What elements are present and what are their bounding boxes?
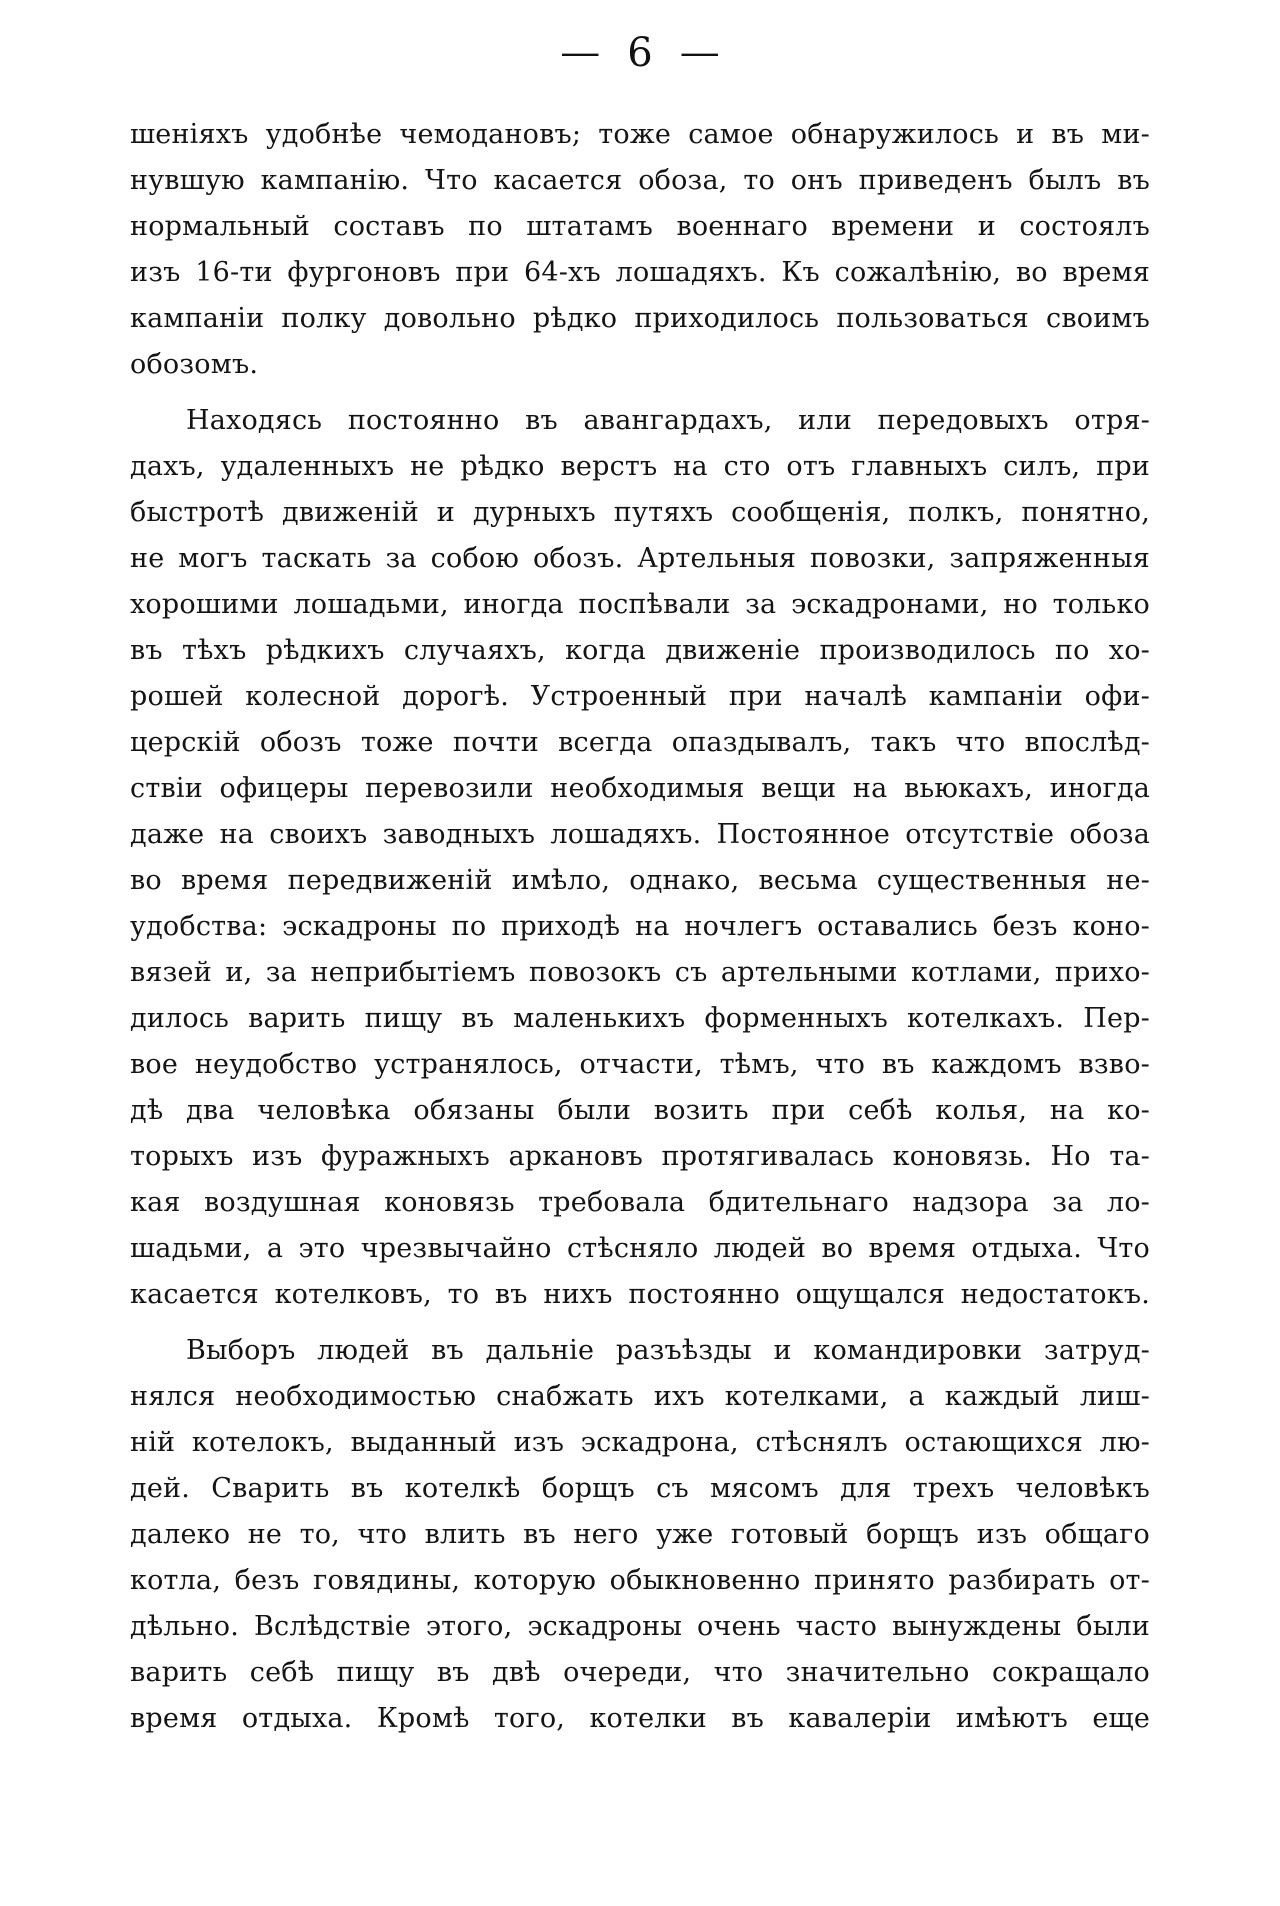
text-line: ній котелокъ, выданный изъ эскадрона, стѣснялъ остающихся лю- xyxy=(130,1427,1150,1458)
text-line: шадьми, а это чрезвычайно стѣсняло людей во время отдыха. Что xyxy=(130,1233,1150,1264)
text-line: Находясь постоянно въ авангардахъ, или передовыхъ отря- xyxy=(186,405,1150,436)
page-text xyxy=(130,112,1150,1742)
text-line: не могъ таскать за собою обозъ. Артельныя повозки, запряженныя xyxy=(130,543,1150,574)
page-number: 6 xyxy=(627,30,653,76)
text-line: дѣ два человѣка обязаны были возить при себѣ колья, на ко- xyxy=(130,1095,1150,1126)
text-line: дей. Сварить въ котелкѣ борщъ съ мясомъ для трехъ человѣкъ xyxy=(130,1473,1150,1504)
text-line: дилось варить пищу въ маленькихъ форменныхъ котелкахъ. Пер- xyxy=(130,1003,1150,1034)
text-line: дѣльно. Вслѣдствіе этого, эскадроны очень часто вынуждены были xyxy=(130,1611,1150,1642)
text-line: вязей и, за неприбытіемъ повозокъ съ артельными котлами, прихо- xyxy=(130,957,1150,988)
text-line: церскій обозъ тоже почти всегда опаздывалъ, такъ что впослѣд- xyxy=(130,727,1150,758)
text-line: во время передвиженій имѣло, однако, весьма существенныя не- xyxy=(130,865,1150,896)
text-line: нормальный составъ по штатамъ военнаго времени и состоялъ xyxy=(130,211,1150,242)
paragraph-1 xyxy=(130,112,1150,388)
text-line: кампаніи полку довольно рѣдко приходилось пользоваться своимъ xyxy=(130,303,1150,334)
paragraph-2 xyxy=(130,398,1150,1318)
text-line: даже на своихъ заводныхъ лошадяхъ. Постоянное отсутствіе обоза xyxy=(130,819,1150,850)
text-line: дахъ, удаленныхъ не рѣдко верстъ на сто отъ главныхъ силъ, при xyxy=(130,451,1150,482)
text-line: время отдыха. Кромѣ того, котелки въ кавалеріи имѣютъ еще xyxy=(130,1703,1150,1734)
text-line: нялся необходимостью снабжать ихъ котелками, а каждый лиш- xyxy=(130,1381,1150,1412)
text-line: Выборъ людей въ дальніе разъѣзды и командировки затруд- xyxy=(186,1335,1150,1366)
text-line: быстротѣ движеній и дурныхъ путяхъ сообщенія, полкъ, понятно, xyxy=(130,497,1150,528)
text-line: изъ 16-ти фургоновъ при 64-хъ лошадяхъ. Къ сожалѣнію, во время xyxy=(130,257,1150,288)
text-line: шеніяхъ удобнѣе чемодановъ; тоже самое обнаружилось и въ ми- xyxy=(130,119,1150,150)
text-line: кая воздушная коновязь требовала бдительнаго надзора за ло- xyxy=(130,1187,1150,1218)
paragraph-3 xyxy=(130,1328,1150,1742)
text-line: въ тѣхъ рѣдкихъ случаяхъ, когда движеніе производилось по хо- xyxy=(130,635,1150,666)
text-line: варить себѣ пищу въ двѣ очереди, что значительно сокращало xyxy=(130,1657,1150,1688)
text-line: ствіи офицеры перевозили необходимыя вещи на вьюкахъ, иногда xyxy=(130,773,1150,804)
text-line: котла, безъ говядины, которую обыкновенно принято разбирать от- xyxy=(130,1565,1150,1596)
text-line: рошей колесной дорогѣ. Устроенный при началѣ кампаніи офи- xyxy=(130,681,1150,712)
page-header xyxy=(0,30,1280,76)
text-line: далеко не то, что влить въ него уже готовый борщъ изъ общаго xyxy=(130,1519,1150,1550)
header-dash-left: — xyxy=(560,32,601,74)
text-line: вое неудобство устранялось, отчасти, тѣмъ, что въ каждомъ взво- xyxy=(130,1049,1150,1080)
header-dash-right: — xyxy=(679,32,720,74)
text-line: обозомъ. xyxy=(130,349,259,380)
text-line: торыхъ изъ фуражныхъ аркановъ протягивалась коновязь. Но та- xyxy=(130,1141,1150,1172)
text-line: хорошими лошадьми, иногда поспѣвали за эскадронами, но только xyxy=(130,589,1150,620)
text-line: удобства: эскадроны по приходѣ на ночлегъ оставались безъ коно- xyxy=(130,911,1150,942)
text-line: нувшую кампанію. Что касается обоза, то онъ приведенъ былъ въ xyxy=(130,165,1150,196)
text-line: касается котелковъ, то въ нихъ постоянно ощущался недостатокъ. xyxy=(130,1279,1150,1310)
